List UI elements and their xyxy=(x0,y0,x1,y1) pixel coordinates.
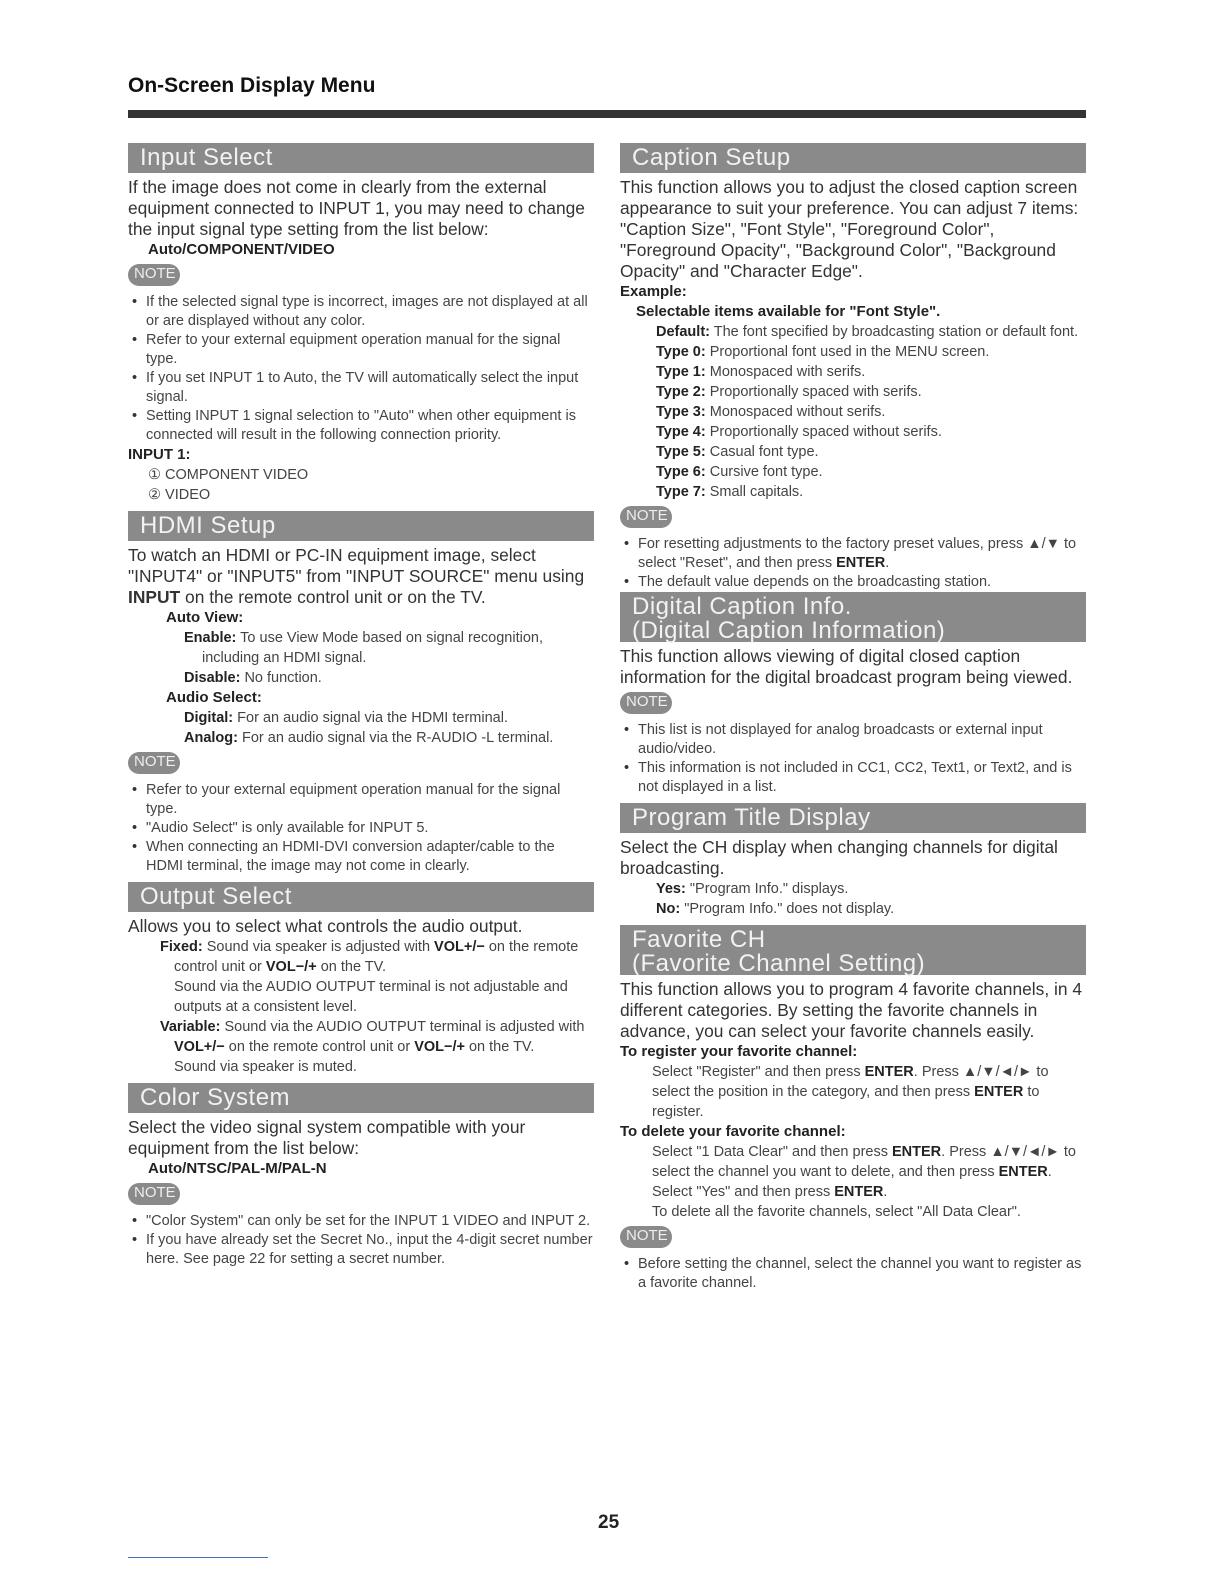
example-label: Example: xyxy=(620,283,687,300)
section-heading-caption-setup: Caption Setup xyxy=(620,143,1086,173)
list-item: • Refer to your external equipment operation manual for the signal type. xyxy=(128,781,594,819)
disable-desc: Disable: No function. xyxy=(184,670,322,686)
section-heading-input-select: Input Select xyxy=(128,143,594,173)
section-heading-hdmi-setup: HDMI Setup xyxy=(128,511,594,541)
note-badge: NOTE xyxy=(620,1226,672,1248)
note-badge: NOTE xyxy=(128,752,180,774)
priority-item: ① COMPONENT VIDEO xyxy=(148,467,309,483)
section-heading-color-system: Color System xyxy=(128,1083,594,1113)
output-select-body: Allows you to select what controls the audio output. xyxy=(128,916,523,936)
input1-priority-label: INPUT 1: xyxy=(128,446,191,463)
font-type-row: Type 5: Casual font type. xyxy=(656,444,819,460)
note-badge: NOTE xyxy=(620,506,672,528)
delete-desc: Select "1 Data Clear" and then press ENTER. Press ▲/▼/◄/► to select the channel you want to delete, and then press ENTER. Select "Yes" and then press ENTER. xyxy=(652,1144,1076,1200)
favorite-ch-notes xyxy=(620,1255,1086,1293)
analog-desc: Analog: For an audio signal via the R-AUDIO -L terminal. xyxy=(184,730,554,746)
section-heading-digital-caption: Digital Caption Info. (Digital Caption Information) xyxy=(620,592,1086,642)
priority-item: ② VIDEO xyxy=(148,487,211,503)
right-column xyxy=(620,143,1086,1293)
list-item: • If you have already set the Secret No., input the 4-digit secret number here. See page 22 for setting a secret number. xyxy=(128,1231,594,1269)
register-desc: Select "Register" and then press ENTER. Press ▲/▼/◄/► to select the position in the category, and then press ENTER to register. xyxy=(652,1064,1049,1120)
footer-rule xyxy=(128,1557,268,1558)
list-item: • "Color System" can only be set for the INPUT 1 VIDEO and INPUT 2. xyxy=(128,1212,594,1231)
digital-desc: Digital: For an audio signal via the HDMI terminal. xyxy=(184,710,508,726)
note-badge: NOTE xyxy=(128,264,180,286)
list-item: • Before setting the channel, select the channel you want to register as a favorite channel. xyxy=(620,1255,1086,1293)
font-type-row: Default: The font specified by broadcasting station or default font. xyxy=(656,324,1079,340)
caption-setup-body: This function allows you to adjust the closed caption screen appearance to suit your preference. You can adjust 7 items: "Caption Size", "Font Style", "Foreground Color", "Foreground Opacity", "Background Color", "Background Opacity" and "Character Edge". xyxy=(620,177,1079,281)
no-desc: No: "Program Info." does not display. xyxy=(656,901,895,917)
list-item: • The default value depends on the broadcasting station. xyxy=(620,573,1086,592)
font-type-row: Type 2: Proportionally spaced with serifs. xyxy=(656,384,922,400)
digital-caption-body: This function allows viewing of digital closed caption information for the digital broadcast program being viewed. xyxy=(620,646,1073,687)
delete-all-desc: To delete all the favorite channels, select "All Data Clear". xyxy=(652,1204,1021,1220)
list-item: • Refer to your external equipment operation manual for the signal type. xyxy=(128,331,594,369)
input-select-body: If the image does not come in clearly from the external equipment connected to INPUT 1, you may need to change the input signal type setting from the list below: xyxy=(128,177,585,239)
list-item: • When connecting an HDMI-DVI conversion adapter/cable to the HDMI terminal, the image may not come in clearly. xyxy=(128,838,594,876)
list-item: • Setting INPUT 1 signal selection to "Auto" when other equipment is connected will result in the following connection priority. xyxy=(128,407,594,445)
font-type-row: Type 6: Cursive font type. xyxy=(656,464,823,480)
list-item: • This information is not included in CC1, CC2, Text1, or Text2, and is not displayed in a list. xyxy=(620,759,1086,797)
variable-desc: Variable: Sound via the AUDIO OUTPUT terminal is adjusted with VOL+/− on the remote control unit or VOL−/+ on the TV. xyxy=(160,1019,585,1055)
fixed-desc-2: Sound via the AUDIO OUTPUT terminal is not adjustable and outputs at a consistent level. xyxy=(174,979,568,1015)
enable-desc: Enable: To use View Mode based on signal recognition, including an HDMI signal. xyxy=(184,630,543,666)
fixed-desc: Fixed: Sound via speaker is adjusted with VOL+/− on the remote control unit or VOL−/+ on the TV. xyxy=(160,939,579,975)
delete-title: To delete your favorite channel: xyxy=(620,1123,846,1140)
color-system-options: Auto/NTSC/PAL-M/PAL-N xyxy=(148,1160,327,1177)
list-item: • If the selected signal type is incorrect, images are not displayed at all or are displayed without any color. xyxy=(128,293,594,331)
header-rule xyxy=(128,110,1086,118)
font-type-row: Type 4: Proportionally spaced without serifs. xyxy=(656,424,942,440)
selectable-items-label: Selectable items available for "Font Style". xyxy=(636,303,941,320)
register-title: To register your favorite channel: xyxy=(620,1043,858,1060)
input-select-options: Auto/COMPONENT/VIDEO xyxy=(148,241,335,258)
section-heading-favorite-ch: Favorite CH (Favorite Channel Setting) xyxy=(620,925,1086,975)
digital-caption-notes xyxy=(620,721,1086,797)
note-badge: NOTE xyxy=(128,1183,180,1205)
list-item: • If you set INPUT 1 to Auto, the TV will automatically select the input signal. xyxy=(128,369,594,407)
hdmi-setup-body: To watch an HDMI or PC-IN equipment image, select "INPUT4" or "INPUT5" from "INPUT SOURCE" menu using INPUT on the remote control unit or on the TV. xyxy=(128,545,585,607)
left-column xyxy=(128,143,594,1269)
list-item: • For resetting adjustments to the factory preset values, press ▲/▼ to select "Reset", and then press ENTER. xyxy=(620,535,1086,573)
color-system-notes xyxy=(128,1212,594,1269)
list-item: • This list is not displayed for analog broadcasts or external input audio/video. xyxy=(620,721,1086,759)
auto-view-label: Auto View: xyxy=(166,609,244,626)
font-type-row: Type 0: Proportional font used in the MENU screen. xyxy=(656,344,990,360)
yes-desc: Yes: "Program Info." displays. xyxy=(656,881,849,897)
favorite-ch-body: This function allows you to program 4 favorite channels, in 4 different categories. By setting the favorite channels in advance, you can select your favorite channels easily. xyxy=(620,979,1083,1041)
caption-setup-notes xyxy=(620,535,1086,592)
font-type-row: Type 1: Monospaced with serifs. xyxy=(656,364,866,380)
page-number: 25 xyxy=(598,1512,620,1533)
list-item: • "Audio Select" is only available for INPUT 5. xyxy=(128,819,594,838)
audio-select-label: Audio Select: xyxy=(166,689,262,706)
color-system-body: Select the video signal system compatible with your equipment from the list below: xyxy=(128,1117,526,1158)
font-type-row: Type 3: Monospaced without serifs. xyxy=(656,404,886,420)
program-title-body: Select the CH display when changing channels for digital broadcasting. xyxy=(620,837,1058,878)
font-type-row: Type 7: Small capitals. xyxy=(656,484,804,500)
section-heading-program-title: Program Title Display xyxy=(620,803,1086,833)
note-badge: NOTE xyxy=(620,692,672,714)
hdmi-setup-notes xyxy=(128,781,594,876)
input-select-notes xyxy=(128,293,594,445)
variable-desc-2: Sound via speaker is muted. xyxy=(174,1059,357,1075)
page-title: On-Screen Display Menu xyxy=(128,74,376,97)
section-heading-output-select: Output Select xyxy=(128,882,594,912)
